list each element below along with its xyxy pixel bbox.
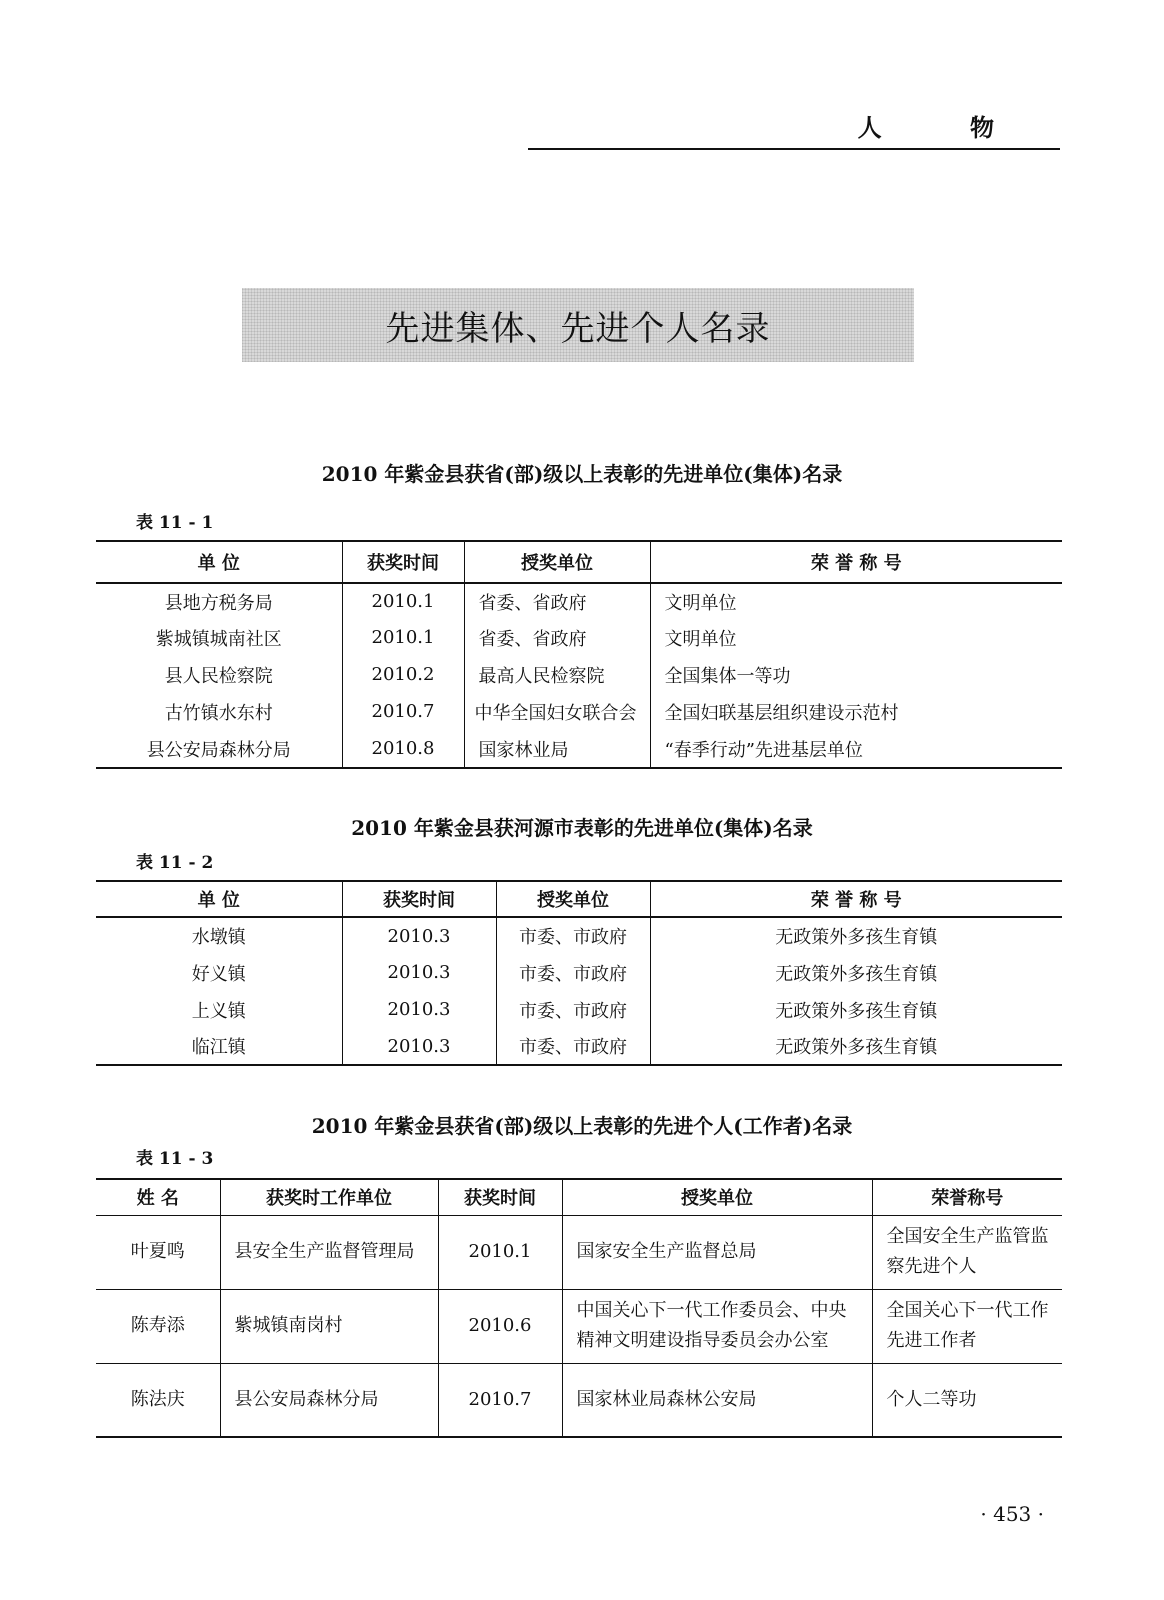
honor-cell: 全国集体一等功 — [650, 656, 1062, 693]
awarder-cell: 国家林业局 — [464, 730, 650, 768]
person-name-cell: 叶夏鸣 — [96, 1215, 220, 1289]
workplace-cell: 县公安局森林分局 — [220, 1363, 438, 1437]
unit-cell: 水墩镇 — [191, 927, 246, 948]
date-cell: 2010.1 — [438, 1215, 562, 1289]
table-row — [96, 619, 1062, 656]
unit-cell: 紫城镇城南社区 — [155, 628, 282, 650]
table1-label: 表 11 - 1 — [136, 513, 214, 533]
table2-title: 2010 年紫金县获河源市表彰的先进单位(集体)名录 — [351, 816, 813, 840]
honor-cell: 全国安全生产监管监察先进个人 — [872, 1215, 1062, 1289]
unit-cell: 古竹镇水东村 — [164, 702, 273, 724]
table1-header-cell: 单 位 — [96, 541, 342, 583]
awarder-cell: 国家林业局森林公安局 — [562, 1363, 872, 1437]
date-cell: 2010.7 — [342, 693, 464, 730]
table1-header-cell: 获奖时间 — [342, 541, 464, 583]
table-row — [96, 917, 1062, 954]
honor-cell: 无政策外多孩生育镇 — [650, 991, 1062, 1028]
table3-header-cell: 获奖时工作单位 — [220, 1179, 438, 1215]
honor-cell: 无政策外多孩生育镇 — [650, 954, 1062, 991]
table2 — [96, 880, 1062, 1066]
table-row — [96, 693, 1062, 730]
honor-cell: 个人二等功 — [872, 1363, 1062, 1437]
table3-header-cell: 授奖单位 — [562, 1179, 872, 1215]
table2-header-cell: 单 位 — [96, 881, 342, 917]
table2-header-cell: 授奖单位 — [496, 881, 650, 917]
table-row — [96, 583, 1062, 619]
table1-header-row — [96, 541, 1062, 583]
table1-header-cell: 荣 誉 称 号 — [650, 541, 1062, 583]
unit-cell: 县人民检察院 — [164, 665, 273, 687]
unit-cell: 县公安局森林分局 — [146, 739, 291, 761]
honor-cell: 文明单位 — [650, 619, 1062, 656]
table-row — [96, 656, 1062, 693]
table-row — [96, 991, 1062, 1028]
table-row — [96, 1028, 1062, 1065]
table-row — [96, 1289, 1062, 1363]
date-cell: 2010.1 — [342, 583, 464, 619]
unit-cell: 上义镇 — [191, 1000, 246, 1022]
table3-header-row — [96, 1179, 1062, 1215]
date-cell: 2010.3 — [342, 991, 496, 1028]
date-cell: 2010.7 — [438, 1363, 562, 1437]
unit-cell: 好义镇 — [191, 963, 246, 985]
awarder-cell: 市委、市政府 — [496, 917, 650, 954]
unit-cell: 临江镇 — [191, 1037, 246, 1058]
table1-header-cell: 授奖单位 — [464, 541, 650, 583]
table-row — [96, 1363, 1062, 1437]
date-cell: 2010.2 — [342, 656, 464, 693]
date-cell: 2010.3 — [342, 954, 496, 991]
table1-title: 2010 年紫金县获省(部)级以上表彰的先进单位(集体)名录 — [321, 462, 843, 486]
workplace-cell: 紫城镇南岗村 — [220, 1289, 438, 1363]
honor-cell: 文明单位 — [650, 583, 1062, 619]
header-rule — [528, 148, 1060, 150]
date-cell: 2010.1 — [342, 619, 464, 656]
workplace-cell: 县安全生产监督管理局 — [220, 1215, 438, 1289]
date-cell: 2010.3 — [342, 917, 496, 954]
person-name-cell: 陈寿添 — [96, 1289, 220, 1363]
chapter-banner — [242, 288, 914, 362]
table3-label: 表 11 - 3 — [136, 1149, 214, 1169]
date-cell: 2010.6 — [438, 1289, 562, 1363]
honor-cell: 无政策外多孩生育镇 — [650, 917, 1062, 954]
table-row — [96, 954, 1062, 991]
table3-title: 2010 年紫金县获省(部)级以上表彰的先进个人(工作者)名录 — [311, 1114, 853, 1138]
table2-label: 表 11 - 2 — [136, 853, 214, 873]
honor-cell: 全国关心下一代工作先进工作者 — [872, 1289, 1062, 1363]
table2-header-row — [96, 881, 1062, 917]
table3 — [96, 1178, 1062, 1438]
date-cell: 2010.8 — [342, 730, 464, 768]
honor-cell: 无政策外多孩生育镇 — [650, 1028, 1062, 1065]
table3-header-cell: 获奖时间 — [438, 1179, 562, 1215]
awarder-cell: 中国关心下一代工作委员会、中央精神文明建设指导委员会办公室 — [562, 1289, 872, 1363]
awarder-cell: 市委、市政府 — [496, 954, 650, 991]
section-header: 人 物 — [857, 113, 1034, 142]
table2-header-cell: 获奖时间 — [342, 881, 496, 917]
awarder-cell: 市委、市政府 — [496, 991, 650, 1028]
unit-cell: 县地方税务局 — [164, 592, 273, 614]
awarder-cell: 市委、市政府 — [496, 1028, 650, 1065]
awarder-cell: 省委、省政府 — [464, 619, 650, 656]
awarder-cell: 国家安全生产监督总局 — [562, 1215, 872, 1289]
page-number: · 453 · — [980, 1502, 1044, 1526]
chapter-title: 先进集体、先进个人名录 — [385, 308, 771, 349]
table2-header-cell: 荣 誉 称 号 — [650, 881, 1062, 917]
table3-header-cell: 荣誉称号 — [872, 1179, 1062, 1215]
table3-header-cell: 姓 名 — [96, 1179, 220, 1215]
awarder-cell: 中华全国妇女联合会 — [464, 693, 650, 730]
awarder-cell: 省委、省政府 — [464, 583, 650, 619]
table1 — [96, 540, 1062, 769]
table-row — [96, 1215, 1062, 1289]
honor-cell: 全国妇联基层组织建设示范村 — [650, 693, 1062, 730]
table-row — [96, 730, 1062, 768]
date-cell: 2010.3 — [342, 1028, 496, 1065]
person-name-cell: 陈法庆 — [96, 1363, 220, 1437]
honor-cell: “春季行动”先进基层单位 — [650, 730, 1062, 768]
awarder-cell: 最高人民检察院 — [464, 656, 650, 693]
